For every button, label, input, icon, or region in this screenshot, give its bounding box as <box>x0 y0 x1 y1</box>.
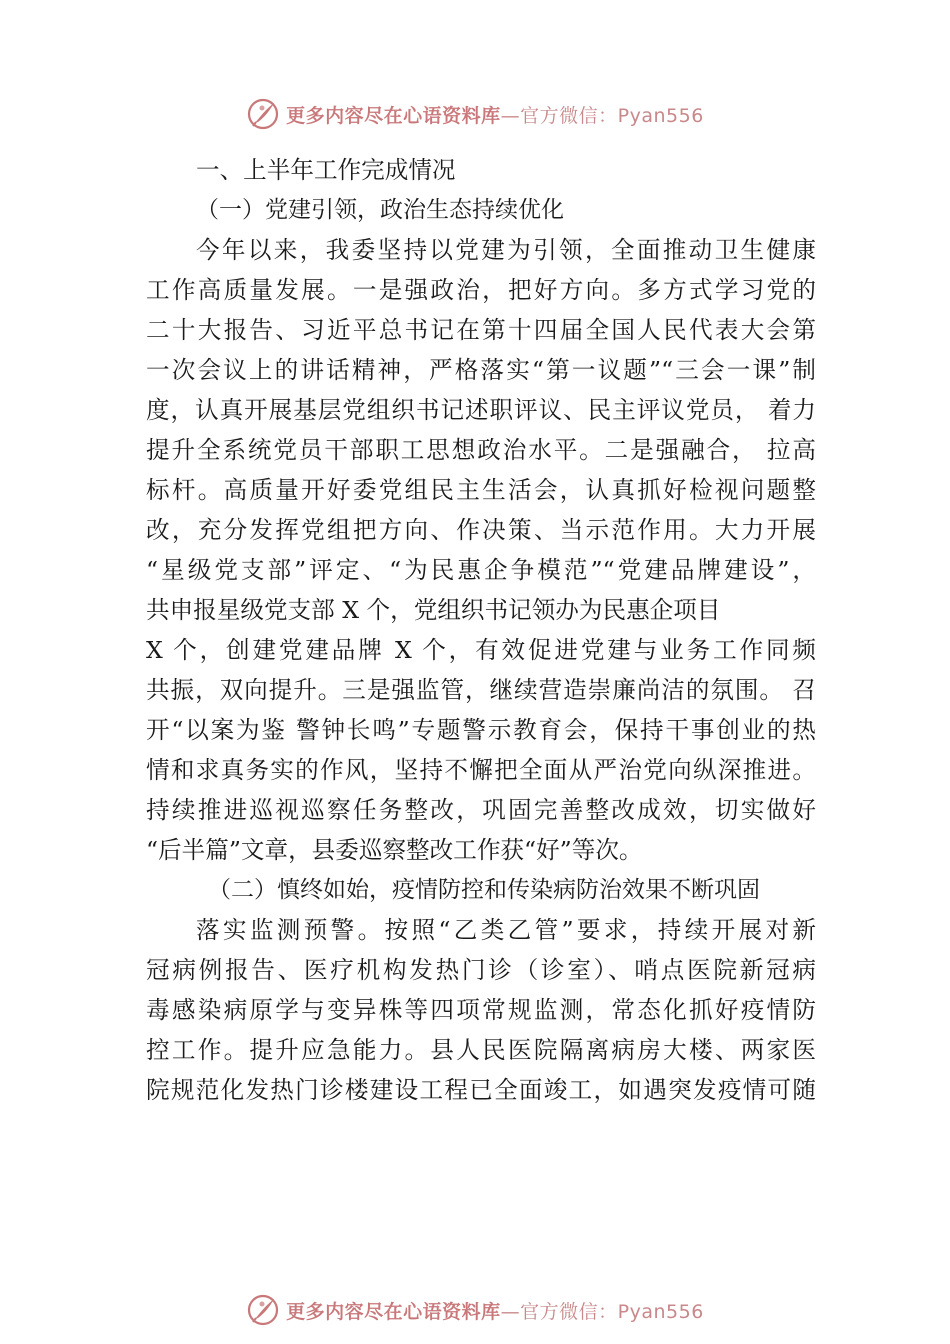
watermark-text <box>286 1297 704 1324</box>
watermark-brand: 更多内容尽在心语资料库 <box>286 1300 501 1323</box>
quill-pen-logo-icon <box>246 97 280 131</box>
watermark-footer <box>0 1290 950 1330</box>
paragraph-line: 院规范化发热门诊楼建设工程已全面竣工，如遇突发疫情可随 <box>146 1076 816 1104</box>
watermark-separator: — <box>500 1300 521 1323</box>
paragraph-line: 共振，双向提升。三是强监管，继续营造崇廉尚洁的氛围。 召 <box>146 676 816 704</box>
paragraph-line: 情和求真务实的作风，坚持不懈把全面从严治党向纵深推进。 <box>146 756 816 784</box>
paragraph-line: X 个，创建党建品牌 X 个，有效促进党建与业务工作同频 <box>146 636 816 664</box>
document-body <box>146 150 816 1110</box>
paragraph-line: “星级党支部”评定、“为民惠企争模范”“党建品牌建设”， <box>146 556 816 584</box>
paragraph-line: 度，认真开展基层党组织书记述职评议、民主评议党员， 着力 <box>146 396 816 424</box>
watermark-separator: — <box>500 104 521 127</box>
paragraph-line: 控工作。提升应急能力。县人民医院隔离病房大楼、两家医 <box>146 1036 816 1064</box>
watermark-suffix: 官方微信：Pyan556 <box>520 104 704 127</box>
paragraph-line: 一次会议上的讲话精神，严格落实“第一议题”“三会一课”制 <box>146 356 816 384</box>
paragraph-line: 改，充分发挥党组把方向、作决策、当示范作用。大力开展 <box>146 516 816 544</box>
watermark-text <box>286 101 704 128</box>
subsection-heading: （一）党建引领，政治生态持续优化 <box>196 197 564 223</box>
quill-pen-logo-icon <box>246 1293 280 1327</box>
watermark-suffix: 官方微信：Pyan556 <box>520 1300 704 1323</box>
paragraph-line: 共申报星级党支部 X 个，党组织书记领办为民惠企项目 <box>146 596 721 624</box>
paragraph-line: 标杆。高质量开好委党组民主生活会，认真抓好检视问题整 <box>146 476 816 504</box>
paragraph-line: 工作高质量发展。一是强政治，把好方向。多方式学习党的 <box>146 276 816 304</box>
paragraph-line: 落实监测预警。按照“乙类乙管”要求，持续开展对新 <box>196 916 816 944</box>
paragraph-line: “后半篇”文章，县委巡察整改工作获“好”等次。 <box>146 836 643 864</box>
watermark-brand: 更多内容尽在心语资料库 <box>286 104 501 127</box>
paragraph-line: 二十大报告、习近平总书记在第十四届全国人民代表大会第 <box>146 316 816 344</box>
paragraph-line: 提升全系统党员干部职工思想政治水平。二是强融合， 拉高 <box>146 436 816 464</box>
paragraph-line: 今年以来，我委坚持以党建为引领，全面推动卫生健康 <box>196 236 816 264</box>
watermark-header <box>0 94 950 134</box>
section-heading: 一、上半年工作完成情况 <box>196 156 456 184</box>
paragraph-line: 持续推进巡视巡察任务整改，巩固完善整改成效，切实做好 <box>146 796 816 824</box>
subsection-heading: （二）慎终如始，疫情防控和传染病防治效果不断巩固 <box>208 877 760 903</box>
paragraph-line: 冠病例报告、医疗机构发热门诊（诊室）、哨点医院新冠病 <box>146 956 816 984</box>
paragraph-line: 开“以案为鉴 警钟长鸣”专题警示教育会，保持干事创业的热 <box>146 716 816 744</box>
paragraph-line: 毒感染病原学与变异株等四项常规监测，常态化抓好疫情防 <box>146 996 816 1024</box>
